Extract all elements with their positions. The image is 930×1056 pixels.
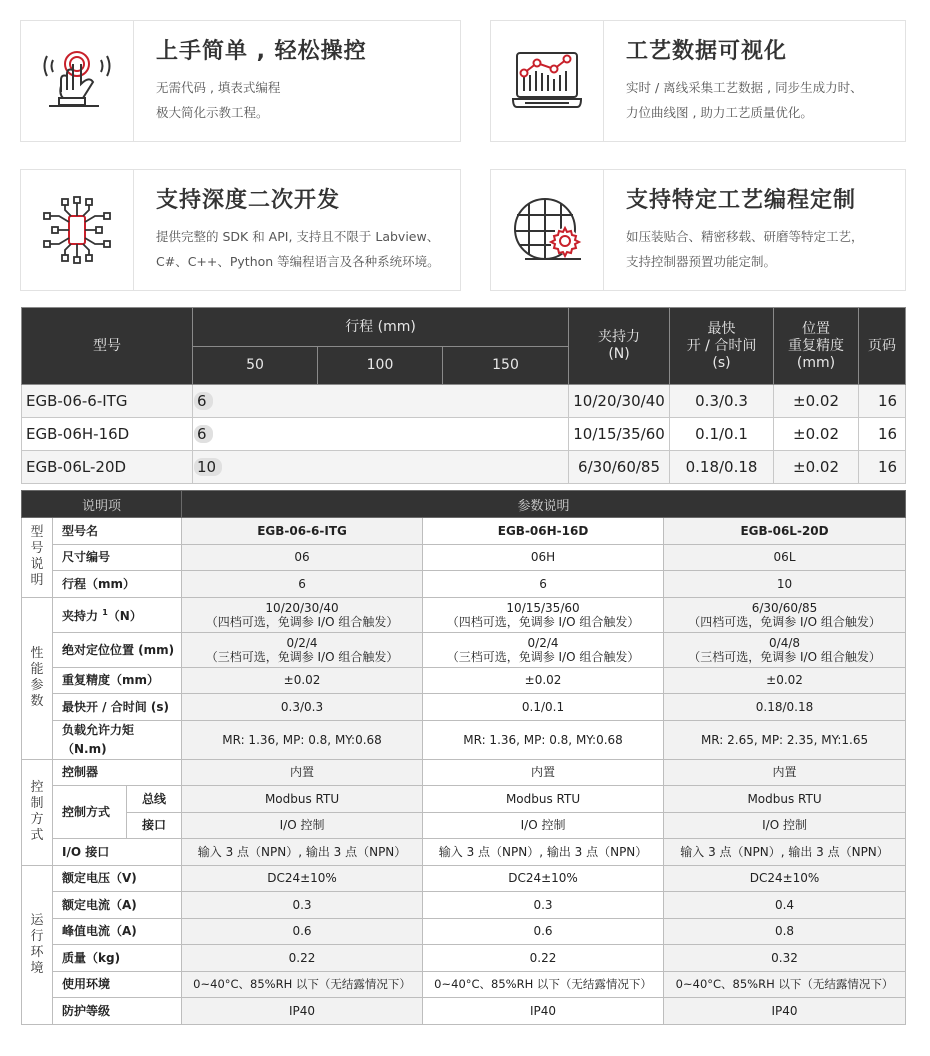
cell: 0.22 xyxy=(423,945,664,972)
cell: 6 xyxy=(182,571,423,598)
feature-desc-line: 支持控制器预置功能定制。 xyxy=(626,254,777,269)
header-line: 最快 xyxy=(707,320,736,337)
value: 0/2/4 xyxy=(286,635,318,650)
label-line: （N.m) xyxy=(62,741,107,756)
cell: DC24±10% xyxy=(423,865,664,892)
cell-repeat: ±0.02 xyxy=(774,385,859,418)
value: 0/2/4 xyxy=(527,635,559,650)
cell: 0~40°C、85%RH 以下（无结露情况下） xyxy=(182,971,423,998)
cell: DC24±10% xyxy=(182,865,423,892)
cell: MR: 1.36, MP: 0.8, MY:0.68 xyxy=(423,720,664,759)
cell: EGB-06H-16D xyxy=(423,518,664,545)
cell: 0.22 xyxy=(182,945,423,972)
cell xyxy=(664,632,906,667)
group-performance: 性能参数 xyxy=(22,597,53,759)
cell: ±0.02 xyxy=(664,667,906,694)
header-line: (s) xyxy=(712,354,731,371)
model-selection-table xyxy=(21,307,906,484)
cell-model: EGB-06H-16D xyxy=(22,418,193,451)
label-controller: 控制器 xyxy=(53,759,182,786)
cell: 06L xyxy=(664,544,906,571)
table-row xyxy=(22,451,906,484)
label-environment: 使用环境 xyxy=(53,971,182,998)
cell: 0.32 xyxy=(664,945,906,972)
label-rated-voltage: 额定电压（V) xyxy=(53,865,182,892)
cell: EGB-06L-20D xyxy=(664,518,906,545)
cell: 0.1/0.1 xyxy=(423,694,664,721)
stroke-value: 6 xyxy=(194,425,213,443)
feature-card-easy-operation xyxy=(20,20,461,142)
cell-page: 16 xyxy=(859,385,906,418)
note: （三档可选，免调参 I/O 组合触发） xyxy=(446,649,640,664)
label-io: I/O 接口 xyxy=(53,839,182,866)
value: 10/15/35/60 xyxy=(506,600,580,615)
stroke-value: 6 xyxy=(194,392,213,410)
cell: Modbus RTU xyxy=(423,786,664,813)
header-page: 页码 xyxy=(859,308,906,385)
cell xyxy=(423,597,664,632)
label-model-name: 型号名 xyxy=(53,518,182,545)
cell-repeat: ±0.02 xyxy=(774,451,859,484)
cell-repeat: ±0.02 xyxy=(774,418,859,451)
header-stroke-50: 50 xyxy=(193,347,318,385)
cell: ±0.02 xyxy=(423,667,664,694)
cell: ±0.02 xyxy=(182,667,423,694)
label-bus: 总线 xyxy=(127,786,182,813)
feature-desc-line: C#、C++、Python 等编程语言及各种系统环境。 xyxy=(156,254,440,269)
header-repeat-precision xyxy=(774,308,859,385)
group-control: 控制方式 xyxy=(22,759,53,865)
label-load-torque xyxy=(53,720,182,759)
cell: IP40 xyxy=(664,998,906,1025)
feature-desc-line: 实时 / 离线采集工艺数据 , 同步生成力时、 xyxy=(626,80,863,95)
cell: 0.6 xyxy=(423,918,664,945)
feature-desc-line: 力位曲线图 , 助力工艺质量优化。 xyxy=(626,105,813,120)
header-stroke-100: 100 xyxy=(318,347,443,385)
label-repeat: 重复精度（mm） xyxy=(53,667,182,694)
label-rated-current: 额定电流（A) xyxy=(53,892,182,919)
note: （三档可选，免调参 I/O 组合触发） xyxy=(205,649,399,664)
cell-stroke xyxy=(193,385,569,418)
label-stroke: 行程（mm） xyxy=(53,571,182,598)
cell: 0.8 xyxy=(664,918,906,945)
feature-title: 上手简单 , 轻松操控 xyxy=(156,39,367,64)
cell: Modbus RTU xyxy=(182,786,423,813)
label-interface: 接口 xyxy=(127,812,182,839)
label-text: 夹持力 xyxy=(62,609,99,623)
cell: 06H xyxy=(423,544,664,571)
feature-title: 支持深度二次开发 xyxy=(156,188,341,213)
cell: 0.18/0.18 xyxy=(664,694,906,721)
cell: I/O 控制 xyxy=(182,812,423,839)
cell: 输入 3 点（NPN）, 输出 3 点（NPN） xyxy=(664,839,906,866)
feature-card-sdk-development xyxy=(20,169,461,291)
cell: 6 xyxy=(423,571,664,598)
feature-desc-line: 极大简化示教工程。 xyxy=(156,105,269,120)
label-open-close: 最快开 / 合时间 (s) xyxy=(53,694,182,721)
feature-title: 工艺数据可视化 xyxy=(626,39,788,64)
label-line: 负载允许力矩 xyxy=(62,722,135,737)
cell: I/O 控制 xyxy=(423,812,664,839)
label-grip-force xyxy=(53,597,182,632)
cell: I/O 控制 xyxy=(664,812,906,839)
header-open-close-time xyxy=(670,308,774,385)
cell: 0.3/0.3 xyxy=(182,694,423,721)
label-peak-current: 峰值电流（A) xyxy=(53,918,182,945)
spec-table xyxy=(21,490,906,1025)
header-model: 型号 xyxy=(22,308,193,385)
cell-model: EGB-06-6-ITG xyxy=(22,385,193,418)
cell: 内置 xyxy=(423,759,664,786)
cell xyxy=(664,597,906,632)
label-abs-position: 绝对定位位置 (mm) xyxy=(53,632,182,667)
cell: Modbus RTU xyxy=(664,786,906,813)
header-stroke-150: 150 xyxy=(443,347,569,385)
table-row xyxy=(22,418,906,451)
cell-time: 0.1/0.1 xyxy=(670,418,774,451)
cell: 0.4 xyxy=(664,892,906,919)
cell-model: EGB-06L-20D xyxy=(22,451,193,484)
cell-grip: 10/20/30/40 xyxy=(569,385,670,418)
cell-stroke xyxy=(193,451,569,484)
header-grip-force xyxy=(569,308,670,385)
label-protection: 防护等级 xyxy=(53,998,182,1025)
header-line: 夹持力 xyxy=(598,329,641,345)
header-line: (mm) xyxy=(796,354,836,371)
cell: 0~40°C、85%RH 以下（无结露情况下） xyxy=(664,971,906,998)
cell: EGB-06-6-ITG xyxy=(182,518,423,545)
cell: MR: 2.65, MP: 2.35, MY:1.65 xyxy=(664,720,906,759)
cell: 输入 3 点（NPN）, 输出 3 点（NPN） xyxy=(182,839,423,866)
header-line: (N) xyxy=(608,346,630,362)
cell xyxy=(182,632,423,667)
group-model: 型号说明 xyxy=(22,518,53,598)
cell-page: 16 xyxy=(859,418,906,451)
cell: 内置 xyxy=(664,759,906,786)
header-line: 开 / 合时间 xyxy=(686,337,757,354)
globe-gear-icon xyxy=(491,170,604,290)
cell-grip: 10/15/35/60 xyxy=(569,418,670,451)
note: （四档可选，免调参 I/O 组合触发） xyxy=(205,614,399,629)
feature-desc-line: 无需代码 , 填表式编程 xyxy=(156,80,281,95)
cell: 0~40°C、85%RH 以下（无结露情况下） xyxy=(423,971,664,998)
cell: DC24±10% xyxy=(664,865,906,892)
cell-page: 16 xyxy=(859,451,906,484)
stroke-value: 10 xyxy=(194,458,222,476)
cell: IP40 xyxy=(423,998,664,1025)
cell: 10 xyxy=(664,571,906,598)
feature-card-data-visualization xyxy=(490,20,906,142)
cell-time: 0.18/0.18 xyxy=(670,451,774,484)
cell: 0.6 xyxy=(182,918,423,945)
chip-network-icon xyxy=(21,170,134,290)
cell: 06 xyxy=(182,544,423,571)
feature-title: 支持特定工艺编程定制 xyxy=(626,188,857,213)
note: （三档可选，免调参 I/O 组合触发） xyxy=(688,649,881,664)
value: 6/30/60/85 xyxy=(751,600,818,615)
label-unit: （N） xyxy=(107,609,142,623)
cell-stroke xyxy=(193,418,569,451)
note: （四档可选，免调参 I/O 组合触发） xyxy=(446,614,640,629)
cell: MR: 1.36, MP: 0.8, MY:0.68 xyxy=(182,720,423,759)
cell: 输入 3 点（NPN）, 输出 3 点（NPN） xyxy=(423,839,664,866)
footnote-marker: 1 xyxy=(102,608,108,617)
cell: IP40 xyxy=(182,998,423,1025)
label-size: 尺寸编号 xyxy=(53,544,182,571)
cell xyxy=(423,632,664,667)
cell: 0.3 xyxy=(423,892,664,919)
header-line: 重复精度 xyxy=(788,337,845,354)
cell: 内置 xyxy=(182,759,423,786)
label-mass: 质量（kg) xyxy=(53,945,182,972)
data-chart-laptop-icon xyxy=(491,21,604,141)
feature-card-custom-programming xyxy=(490,169,906,291)
cell-grip: 6/30/60/85 xyxy=(569,451,670,484)
cell: 0.3 xyxy=(182,892,423,919)
header-stroke: 行程 (mm) xyxy=(193,308,569,347)
cell xyxy=(182,597,423,632)
header-item: 说明项 xyxy=(22,491,182,518)
touch-hand-icon xyxy=(21,21,134,141)
value: 10/20/30/40 xyxy=(265,600,339,615)
note: （四档可选，免调参 I/O 组合触发） xyxy=(688,614,881,629)
header-param: 参数说明 xyxy=(182,491,906,518)
feature-desc-line: 提供完整的 SDK 和 API, 支持且不限于 Labview、 xyxy=(156,229,440,244)
cell-time: 0.3/0.3 xyxy=(670,385,774,418)
group-environment: 运行环境 xyxy=(22,865,53,1024)
feature-desc-line: 如压装贴合、精密移载、研磨等特定工艺， xyxy=(626,229,864,244)
value: 0/4/8 xyxy=(769,635,801,650)
table-row xyxy=(22,385,906,418)
header-line: 位置 xyxy=(802,320,831,337)
label-control-method: 控制方式 xyxy=(53,786,127,839)
